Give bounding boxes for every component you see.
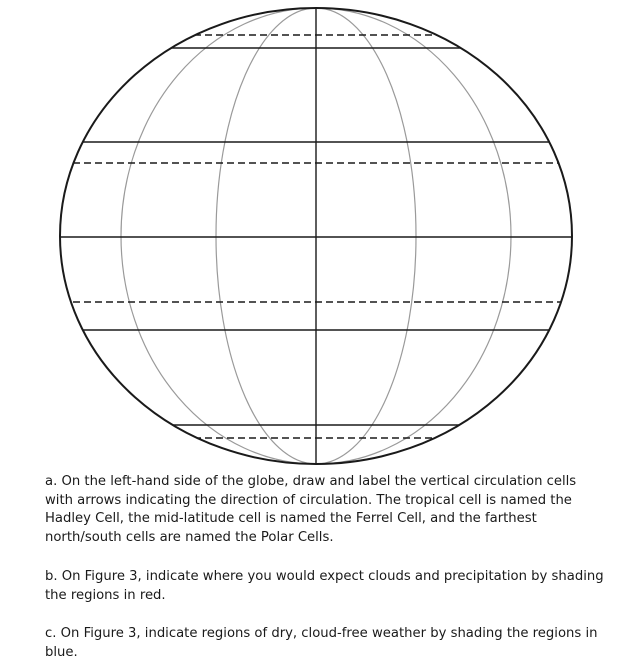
question-a: a. On the left-hand side of the globe, draw and label the vertical circulation cells with arrows indicating the direction of circulation. The tropical cell is named the Hadley Cell, the mid-latitude cell is named the Ferrel Cell, and the farthest north/south cells are named the Polar Cells. bbox=[45, 474, 577, 545]
question-b: b. On Figure 3, indicate where you would expect clouds and precipitation by shading the regions in red. bbox=[45, 569, 604, 603]
latitude-lines-solid bbox=[40, 48, 600, 425]
questions-block bbox=[45, 473, 605, 660]
question-c: c. On Figure 3, indicate regions of dry, cloud-free weather by shading the regions in blue. bbox=[45, 626, 598, 660]
